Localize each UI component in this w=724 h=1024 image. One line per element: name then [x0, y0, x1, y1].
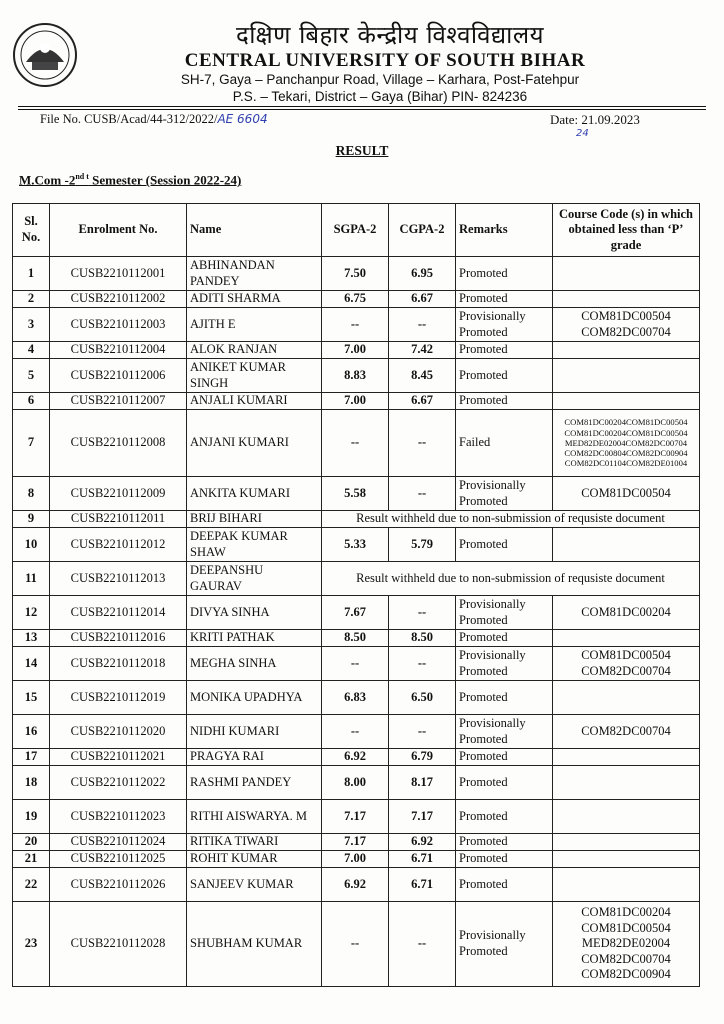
- remarks-cell: Promoted: [456, 834, 553, 851]
- course-codes-cell: COM81DC00504: [553, 477, 700, 511]
- sgpa-cell: 8.83: [322, 359, 389, 393]
- page-title: RESULT: [335, 143, 389, 158]
- table-row: [13, 834, 700, 851]
- table-row: [13, 630, 700, 647]
- remarks-cell: Promoted: [456, 851, 553, 868]
- course-codes-cell: [553, 749, 700, 766]
- name-cell: DIVYA SINHA: [187, 596, 322, 630]
- enrolment-cell: CUSB2210112012: [50, 528, 187, 562]
- sgpa-cell: 7.17: [322, 800, 389, 834]
- sgpa-cell: 7.00: [322, 851, 389, 868]
- cgpa-cell: 8.17: [389, 766, 456, 800]
- sgpa-cell: 6.83: [322, 681, 389, 715]
- sl-no-cell: 21: [13, 851, 50, 868]
- remarks-cell: Provisionally Promoted: [456, 647, 553, 681]
- result-table: [12, 203, 700, 987]
- programme-suffix: Semester (Session 2022-24): [88, 172, 242, 188]
- course-codes-cell: [553, 359, 700, 393]
- name-cell: KRITI PATHAK: [187, 630, 322, 647]
- sl-no-cell: 17: [13, 749, 50, 766]
- enrolment-cell: CUSB2210112019: [50, 681, 187, 715]
- sl-no-cell: 2: [13, 291, 50, 308]
- table-row: [13, 562, 700, 596]
- sl-no-cell: 11: [13, 562, 50, 596]
- remarks-cell: Promoted: [456, 528, 553, 562]
- cgpa-cell: --: [389, 902, 456, 987]
- table-row: [13, 257, 700, 291]
- course-codes-cell: COM81DC00504 COM82DC00704: [553, 308, 700, 342]
- remarks-cell: Promoted: [456, 257, 553, 291]
- remarks-cell: Provisionally Promoted: [456, 902, 553, 987]
- university-logo: [12, 22, 78, 88]
- sgpa-cell: 6.92: [322, 868, 389, 902]
- remarks-cell: Promoted: [456, 800, 553, 834]
- sgpa-cell: 5.33: [322, 528, 389, 562]
- enrolment-cell: CUSB2210112004: [50, 342, 187, 359]
- sl-no-cell: 3: [13, 308, 50, 342]
- issue-date: Date: 21.09.2023: [550, 112, 640, 127]
- table-row: [13, 359, 700, 393]
- cgpa-cell: 6.67: [389, 393, 456, 410]
- name-cell: RITIKA TIWARI: [187, 834, 322, 851]
- table-row: [13, 291, 700, 308]
- sgpa-cell: 8.00: [322, 766, 389, 800]
- enrolment-cell: CUSB2210112001: [50, 257, 187, 291]
- sl-no-cell: 14: [13, 647, 50, 681]
- sgpa-cell: --: [322, 715, 389, 749]
- name-cell: ABHINANDAN PANDEY: [187, 257, 322, 291]
- sl-no-cell: 9: [13, 511, 50, 528]
- enrolment-cell: CUSB2210112013: [50, 562, 187, 596]
- course-codes-cell: [553, 834, 700, 851]
- enrolment-cell: CUSB2210112021: [50, 749, 187, 766]
- sl-no-cell: 6: [13, 393, 50, 410]
- name-cell: BRIJ BIHARI: [187, 511, 322, 528]
- col-cgpa: CGPA-2: [389, 204, 456, 257]
- programme-prefix: M.Com -2: [19, 172, 76, 188]
- table-row: [13, 902, 700, 987]
- sl-no-cell: 18: [13, 766, 50, 800]
- remarks-cell: Promoted: [456, 291, 553, 308]
- course-codes-cell: COM81DC00204COM81DC00504 COM81DC00204COM81DC00504 MED82DE02004COM82DC00704 COM82DC00804COM82DC00904 COM82DC01104COM82DE01004: [553, 410, 700, 477]
- sgpa-cell: 7.17: [322, 834, 389, 851]
- table-row: [13, 851, 700, 868]
- enrolment-cell: CUSB2210112020: [50, 715, 187, 749]
- university-name: CENTRAL UNIVERSITY OF SOUTH BIHAR: [184, 50, 586, 71]
- cgpa-cell: 6.79: [389, 749, 456, 766]
- sgpa-cell: 7.00: [322, 342, 389, 359]
- header-rule-thin: [18, 109, 706, 110]
- enrolment-cell: CUSB2210112002: [50, 291, 187, 308]
- cgpa-cell: 7.17: [389, 800, 456, 834]
- remarks-cell: Promoted: [456, 630, 553, 647]
- remarks-cell: Provisionally Promoted: [456, 715, 553, 749]
- remarks-cell: Promoted: [456, 766, 553, 800]
- enrolment-cell: CUSB2210112026: [50, 868, 187, 902]
- course-codes-cell: [553, 851, 700, 868]
- name-cell: MEGHA SINHA: [187, 647, 322, 681]
- remarks-cell: Promoted: [456, 359, 553, 393]
- table-row: [13, 868, 700, 902]
- university-name-hindi: दक्षिण बिहार केन्द्रीय विश्वविद्यालय: [235, 21, 545, 49]
- name-cell: ANKITA KUMARI: [187, 477, 322, 511]
- enrolment-cell: CUSB2210112023: [50, 800, 187, 834]
- table-row: [13, 410, 700, 477]
- sl-no-cell: 20: [13, 834, 50, 851]
- table-row: [13, 308, 700, 342]
- remarks-cell: Promoted: [456, 868, 553, 902]
- table-row: [13, 342, 700, 359]
- cgpa-cell: 8.50: [389, 630, 456, 647]
- cgpa-cell: 6.95: [389, 257, 456, 291]
- sl-no-cell: 1: [13, 257, 50, 291]
- name-cell: RITHI AISWARYA. M: [187, 800, 322, 834]
- col-remarks: Remarks: [456, 204, 553, 257]
- sgpa-cell: 8.50: [322, 630, 389, 647]
- file-number-handwritten: AE 6604: [217, 112, 268, 126]
- sl-no-cell: 8: [13, 477, 50, 511]
- table-body: [13, 257, 700, 987]
- enrolment-cell: CUSB2210112018: [50, 647, 187, 681]
- course-codes-cell: [553, 681, 700, 715]
- cgpa-cell: 8.45: [389, 359, 456, 393]
- name-cell: MONIKA UPADHYA: [187, 681, 322, 715]
- table-row: [13, 715, 700, 749]
- enrolment-cell: CUSB2210112022: [50, 766, 187, 800]
- cgpa-cell: --: [389, 715, 456, 749]
- withheld-cell: Result withheld due to non-submission of requsiste document: [322, 562, 700, 596]
- course-codes-cell: [553, 868, 700, 902]
- programme-sup: nd t: [75, 172, 89, 181]
- enrolment-cell: CUSB2210112009: [50, 477, 187, 511]
- sl-no-cell: 12: [13, 596, 50, 630]
- table-row: [13, 511, 700, 528]
- date-handwritten: 24: [576, 128, 589, 139]
- sgpa-cell: --: [322, 647, 389, 681]
- remarks-cell: Provisionally Promoted: [456, 477, 553, 511]
- course-codes-cell: [553, 342, 700, 359]
- enrolment-cell: CUSB2210112016: [50, 630, 187, 647]
- course-codes-cell: [553, 291, 700, 308]
- enrolment-cell: CUSB2210112008: [50, 410, 187, 477]
- name-cell: SHUBHAM KUMAR: [187, 902, 322, 987]
- col-name: Name: [187, 204, 322, 257]
- sl-no-cell: 5: [13, 359, 50, 393]
- enrolment-cell: CUSB2210112028: [50, 902, 187, 987]
- col-course-codes: Course Code (s) in which obtained less than ‘P’ grade: [553, 204, 700, 257]
- withheld-cell: Result withheld due to non-submission of requsiste document: [322, 511, 700, 528]
- sl-no-cell: 16: [13, 715, 50, 749]
- sl-no-cell: 10: [13, 528, 50, 562]
- name-cell: ANIKET KUMAR SINGH: [187, 359, 322, 393]
- sl-no-cell: 23: [13, 902, 50, 987]
- address-line-2: P.S. – Tekari, District – Gaya (Bihar) PIN- 824236: [232, 89, 528, 104]
- enrolment-cell: CUSB2210112011: [50, 511, 187, 528]
- sl-no-cell: 15: [13, 681, 50, 715]
- sl-no-cell: 22: [13, 868, 50, 902]
- cgpa-cell: 7.42: [389, 342, 456, 359]
- sl-no-cell: 19: [13, 800, 50, 834]
- name-cell: DEEPANSHU GAURAV: [187, 562, 322, 596]
- header-rule: [18, 106, 706, 107]
- name-cell: SANJEEV KUMAR: [187, 868, 322, 902]
- sgpa-cell: 7.50: [322, 257, 389, 291]
- table-row: [13, 749, 700, 766]
- name-cell: ANJANI KUMARI: [187, 410, 322, 477]
- name-cell: NIDHI KUMARI: [187, 715, 322, 749]
- remarks-cell: Promoted: [456, 749, 553, 766]
- course-codes-cell: COM81DC00204: [553, 596, 700, 630]
- course-codes-cell: COM82DC00704: [553, 715, 700, 749]
- cgpa-cell: 6.92: [389, 834, 456, 851]
- remarks-cell: Provisionally Promoted: [456, 596, 553, 630]
- name-cell: RASHMI PANDEY: [187, 766, 322, 800]
- cgpa-cell: 6.50: [389, 681, 456, 715]
- name-cell: ANJALI KUMARI: [187, 393, 322, 410]
- cgpa-cell: 6.71: [389, 868, 456, 902]
- cgpa-cell: --: [389, 647, 456, 681]
- col-sl: Sl. No.: [13, 204, 50, 257]
- cgpa-cell: --: [389, 477, 456, 511]
- remarks-cell: Provisionally Promoted: [456, 308, 553, 342]
- sl-no-cell: 7: [13, 410, 50, 477]
- table-header-row: [13, 204, 700, 257]
- table-row: [13, 681, 700, 715]
- cgpa-cell: --: [389, 596, 456, 630]
- sgpa-cell: 6.75: [322, 291, 389, 308]
- cgpa-cell: 6.71: [389, 851, 456, 868]
- file-number: [40, 112, 268, 127]
- remarks-cell: Promoted: [456, 393, 553, 410]
- cgpa-cell: 6.67: [389, 291, 456, 308]
- course-codes-cell: [553, 630, 700, 647]
- cgpa-cell: --: [389, 410, 456, 477]
- table-row: [13, 477, 700, 511]
- remarks-cell: Promoted: [456, 342, 553, 359]
- table-row: [13, 647, 700, 681]
- course-codes-cell: [553, 528, 700, 562]
- name-cell: ROHIT KUMAR: [187, 851, 322, 868]
- enrolment-cell: CUSB2210112003: [50, 308, 187, 342]
- name-cell: ALOK RANJAN: [187, 342, 322, 359]
- course-codes-cell: COM81DC00204 COM81DC00504 MED82DE02004 COM82DC00704 COM82DC00904: [553, 902, 700, 987]
- enrolment-cell: CUSB2210112006: [50, 359, 187, 393]
- cgpa-cell: 5.79: [389, 528, 456, 562]
- remarks-cell: Failed: [456, 410, 553, 477]
- name-cell: AJITH E: [187, 308, 322, 342]
- enrolment-cell: CUSB2210112007: [50, 393, 187, 410]
- file-number-text: File No. CUSB/Acad/44-312/2022/: [40, 112, 218, 126]
- enrolment-cell: CUSB2210112025: [50, 851, 187, 868]
- programme-title: [19, 172, 241, 188]
- cgpa-cell: --: [389, 308, 456, 342]
- sl-no-cell: 13: [13, 630, 50, 647]
- course-codes-cell: [553, 766, 700, 800]
- col-enrolment: Enrolment No.: [50, 204, 187, 257]
- table-row: [13, 596, 700, 630]
- enrolment-cell: CUSB2210112024: [50, 834, 187, 851]
- sgpa-cell: --: [322, 410, 389, 477]
- course-codes-cell: [553, 257, 700, 291]
- sgpa-cell: 5.58: [322, 477, 389, 511]
- name-cell: PRAGYA RAI: [187, 749, 322, 766]
- table-row: [13, 800, 700, 834]
- sgpa-cell: --: [322, 308, 389, 342]
- name-cell: ADITI SHARMA: [187, 291, 322, 308]
- table-row: [13, 766, 700, 800]
- name-cell: DEEPAK KUMAR SHAW: [187, 528, 322, 562]
- address-line-1: SH-7, Gaya – Panchanpur Road, Village – Karhara, Post-Fatehpur: [180, 72, 580, 87]
- col-sgpa: SGPA-2: [322, 204, 389, 257]
- sl-no-cell: 4: [13, 342, 50, 359]
- sgpa-cell: --: [322, 902, 389, 987]
- sgpa-cell: 6.92: [322, 749, 389, 766]
- course-codes-cell: [553, 800, 700, 834]
- remarks-cell: Promoted: [456, 681, 553, 715]
- sgpa-cell: 7.00: [322, 393, 389, 410]
- course-codes-cell: [553, 393, 700, 410]
- table-row: [13, 393, 700, 410]
- course-codes-cell: COM81DC00504 COM82DC00704: [553, 647, 700, 681]
- enrolment-cell: CUSB2210112014: [50, 596, 187, 630]
- table-row: [13, 528, 700, 562]
- sgpa-cell: 7.67: [322, 596, 389, 630]
